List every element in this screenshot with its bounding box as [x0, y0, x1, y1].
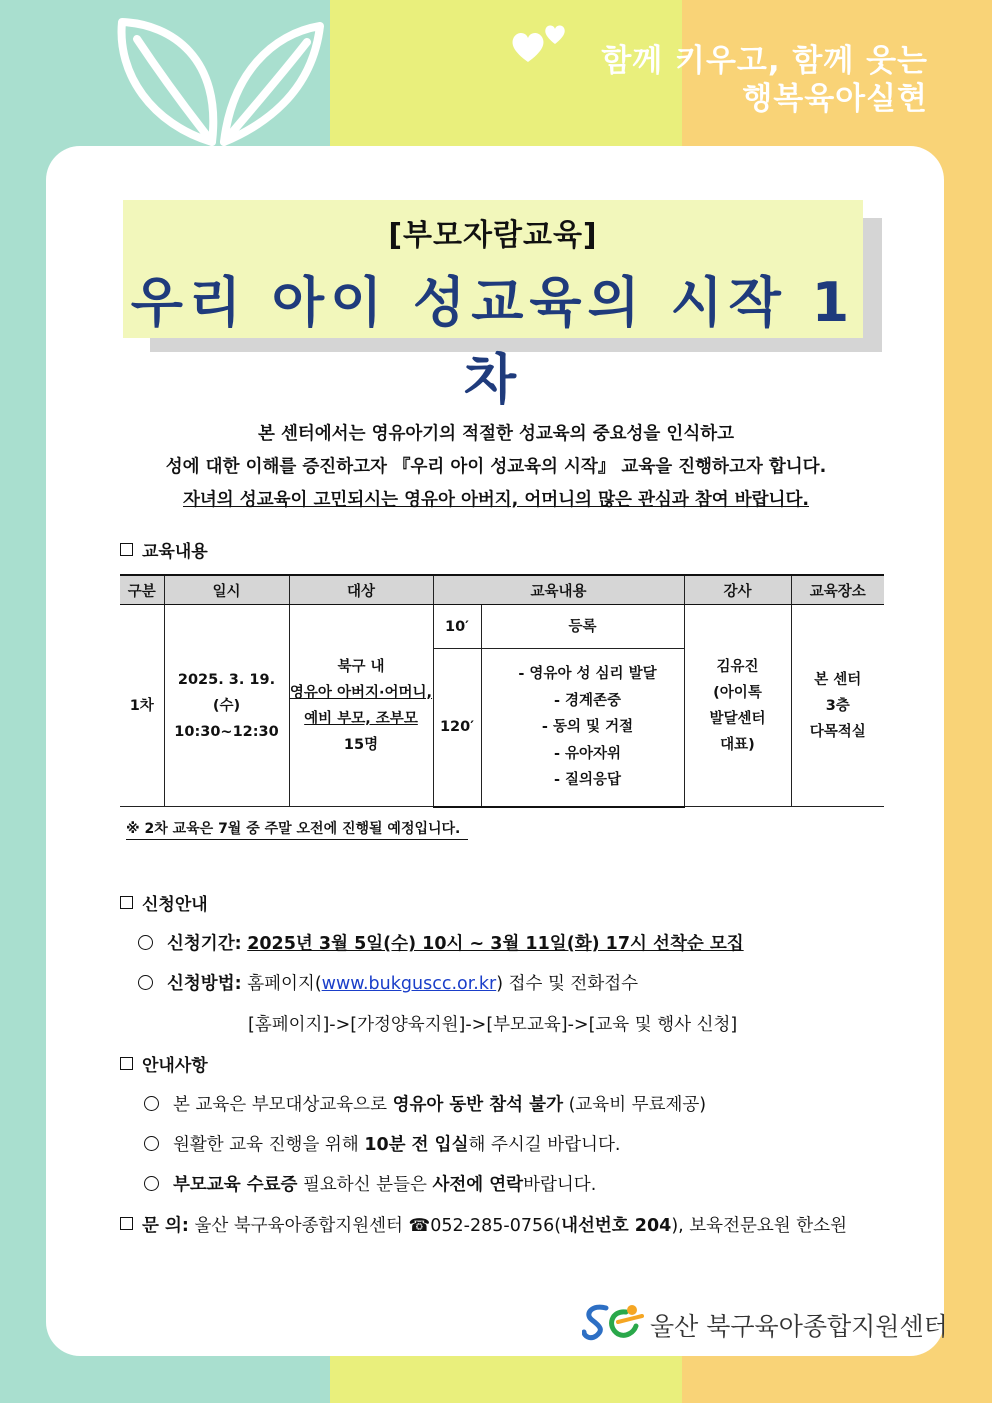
- notice1-c: (교육비 무료제공): [563, 1095, 707, 1115]
- notice-line2: [144, 1131, 620, 1156]
- table-header-row: [120, 575, 884, 605]
- cell-items: [481, 649, 684, 807]
- cell-item-registration: 등록: [481, 605, 684, 649]
- lecturer-line3: 발달센터: [709, 710, 766, 727]
- leaf-icon: [112, 14, 332, 149]
- notice2-c: 해 주시길 바랍니다.: [468, 1135, 621, 1155]
- cell-date: 2025. 3. 19.(수): [177, 671, 276, 714]
- cell-datetime: [164, 605, 289, 807]
- center-logo-icon: [582, 1302, 644, 1342]
- notice-line3: [144, 1171, 596, 1196]
- intro-line1: 본 센터에서는 영유아기의 적절한 성교육의 중요성을 인식하고: [257, 424, 735, 444]
- table-note: ※ 2차 교육은 7월 중 주말 오전에 진행될 예정입니다.: [126, 818, 468, 840]
- method-pre: 홈페이지(: [247, 974, 322, 994]
- notice1-a: 본 교육은 부모대상교육으로: [173, 1095, 393, 1115]
- place-line2: 3층: [825, 697, 850, 714]
- list-item: - 유아자위: [553, 745, 622, 762]
- footer-logo: [582, 1302, 948, 1348]
- checkbox-square-icon: [120, 1217, 133, 1230]
- notice-line1: [144, 1091, 706, 1116]
- contact-org: 울산 북구육아종합지원센터 ☎052-285-0756(: [194, 1216, 562, 1236]
- contact-line: [120, 1212, 847, 1237]
- circle-bullet-icon: [144, 1176, 159, 1191]
- circle-bullet-icon: [144, 1136, 159, 1151]
- cell-lecturer: [684, 605, 791, 807]
- cell-target: [289, 605, 433, 807]
- list-item: - 동의 및 거절: [541, 719, 634, 735]
- circle-bullet-icon: [144, 1096, 159, 1111]
- intro-line2: 성에 대한 이해를 증진하고자 『우리 아이 성교육의 시작』 교육을 진행하고자 합니다.: [165, 457, 827, 477]
- cell-place: [791, 605, 884, 807]
- checkbox-square-icon: [120, 543, 133, 556]
- checkbox-square-icon: [120, 896, 133, 909]
- slogan: [601, 42, 928, 118]
- page-title: 우리 아이 성교육의 시작 1차: [130, 271, 856, 411]
- list-item: - 영유아 성 심리 발달: [518, 666, 657, 682]
- notice2-b: 10분 전 입실: [364, 1135, 469, 1155]
- circle-bullet-icon: [138, 935, 153, 950]
- intro-text: [0, 418, 992, 517]
- apply-method: [138, 970, 638, 995]
- lecturer-line4: 대표): [720, 736, 755, 753]
- hearts-icon: [510, 22, 572, 68]
- header-target: 대상: [289, 575, 433, 605]
- target-line2: 영유아 아버지·어머니,: [289, 684, 433, 701]
- table-row: [120, 605, 884, 649]
- contact-rest: ), 보육전문요원 한소원: [671, 1216, 847, 1236]
- target-line3: 예비 부모, 조부모: [304, 710, 418, 727]
- section-content-heading: [120, 537, 208, 562]
- header-round: 구분: [120, 575, 164, 605]
- header-date: 일시: [164, 575, 289, 605]
- section-notice-label: 안내사항: [142, 1056, 208, 1076]
- place-line3: 다목적실: [809, 723, 866, 740]
- footer-org-name: 울산 북구육아종합지원센터: [650, 1312, 948, 1341]
- method-post: ) 접수 및 전화접수: [496, 974, 639, 994]
- checkbox-square-icon: [120, 1057, 133, 1070]
- list-item: - 질의응답: [553, 772, 622, 788]
- homepage-link[interactable]: www.bukguscc.or.kr: [321, 974, 497, 994]
- notice2-a: 원활한 교육 진행을 위해: [173, 1135, 365, 1155]
- contact-label: 문 의:: [142, 1216, 189, 1236]
- notice3-a: 부모교육 수료증: [173, 1175, 298, 1195]
- target-line1: 북구 내: [337, 658, 385, 675]
- slogan-line2: 행복육아실현: [742, 81, 928, 117]
- target-line4: 15명: [343, 736, 379, 753]
- lecturer-line2: (아이톡: [713, 684, 762, 701]
- slogan-line1: 함께 키우고, 함께 웃는: [601, 43, 928, 79]
- section-apply-heading: [120, 890, 208, 915]
- period-label: 신청기간:: [167, 934, 242, 954]
- notice3-b: 필요하신 분들은: [297, 1175, 433, 1195]
- apply-period: [138, 930, 744, 955]
- apply-path: [홈페이지]->[가정양육지원]->[부모교육]->[교육 및 행사 신청]: [248, 1015, 738, 1035]
- method-label: 신청방법:: [167, 974, 242, 994]
- notice3-d: 바랍니다.: [523, 1175, 597, 1195]
- period-value: 2025년 3월 5일(수) 10시 ~ 3월 11일(화) 17시 선착순 모집: [247, 934, 744, 954]
- header-lecturer: 강사: [684, 575, 791, 605]
- cell-round: 1차: [120, 605, 164, 807]
- section-apply-label: 신청안내: [142, 895, 208, 915]
- title-box: [123, 200, 863, 411]
- intro-line3: 자녀의 성교육이 고민되시는 영유아 아버지, 어머니의 많은 관심과 참여 바랍니다.: [183, 490, 809, 510]
- lecturer-line1: 김유진: [716, 658, 759, 675]
- section-content-label: 교육내용: [142, 542, 208, 562]
- title-sub: [부모자람교육]: [388, 218, 598, 253]
- list-item: - 경계존중: [553, 692, 622, 709]
- notice3-c: 사전에 연락: [432, 1175, 524, 1195]
- contact-ext: 내선번호 204: [561, 1216, 672, 1236]
- header-content: 교육내용: [433, 575, 684, 605]
- circle-bullet-icon: [138, 975, 153, 990]
- place-line1: 본 센터: [814, 671, 862, 688]
- cell-time: 10:30~12:30: [174, 723, 279, 740]
- cell-duration-1: 10′: [433, 605, 481, 649]
- notice1-b: 영유아 동반 참석 불가: [392, 1095, 563, 1115]
- section-notice-heading: [120, 1051, 208, 1076]
- cell-duration-2: 120′: [433, 649, 481, 807]
- education-table: [120, 574, 884, 808]
- header-place: 교육장소: [791, 575, 884, 605]
